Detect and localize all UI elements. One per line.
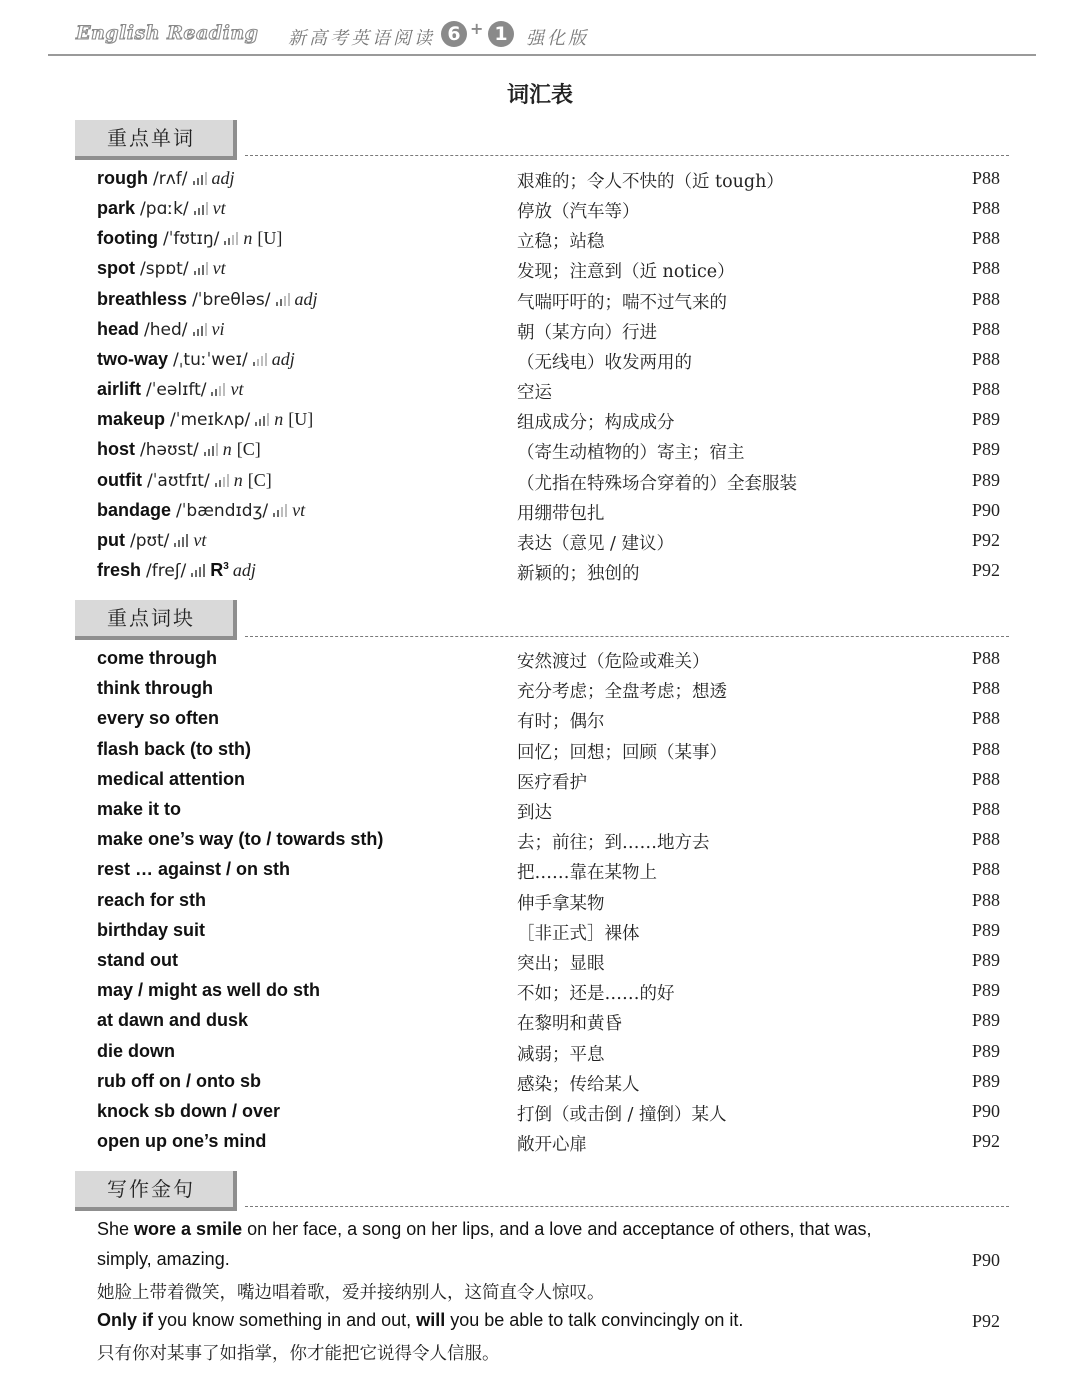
frequency-bars-icon [276,293,291,306]
phrase-entry: birthday suit [97,919,206,940]
phrase-row [0,678,1080,708]
phrase-meaning: 安然渡过（危险或难关） [517,652,710,672]
frequency-bar [259,419,261,426]
frequency-bar [201,326,203,336]
part-of-speech: n [222,439,232,460]
phrase-entry: open up one’s mind [97,1131,267,1152]
headword: footing [97,228,158,249]
word-row [0,258,1080,288]
word-entry [97,319,225,340]
phrase-row [0,648,1080,678]
frequency-bar [206,262,208,275]
word-meaning: 停放（汽车等） [517,202,640,223]
page-reference: P88 [972,799,1001,819]
phrase-meaning: 去；前往；到……地方去 [517,833,710,854]
phrase-meaning: 有时；偶尔 [517,712,605,733]
frequency-bars-icon [224,232,239,245]
word-row [0,379,1080,409]
phrase-entry: reach for sth [97,889,207,910]
part-of-speech: vt [193,529,207,550]
frequency-bar [198,208,200,215]
frequency-bar [202,205,204,215]
phonetic-transcription: /rʌf/ [153,169,188,189]
countability-label: [U] [257,228,283,249]
series-badge-six: 6 [441,21,467,47]
frequency-bar [208,449,210,456]
frequency-bar [288,293,290,306]
phrase-meaning: 把……靠在某物上 [517,863,657,884]
word-row [0,289,1080,319]
phrase-meaning: 在黎明和黄昏 [517,1014,622,1035]
headword: bandage [97,499,172,520]
page-reference: P89 [972,1070,1001,1091]
word-meaning: 艰难的；令人不快的（近 tough） [517,172,784,192]
countability-label: [C] [247,469,272,490]
frequency-bar [205,323,207,336]
frequency-bar [227,474,229,487]
word-entry [97,168,235,189]
phrase-row [0,829,1080,859]
phrase-row [0,950,1080,980]
page-reference: P90 [972,1250,1001,1270]
phrase-row [0,1041,1080,1071]
word-meaning: 立稳；站稳 [517,232,605,253]
phrase-meaning: 减弱；平息 [517,1044,605,1065]
frequency-bars-icon [273,504,288,517]
countability-label: [C] [236,439,261,460]
headword: head [97,318,140,339]
page-reference: P88 [972,648,1001,668]
page-reference: P92 [972,529,1001,550]
word-meaning: 新颖的；独创的 [517,563,640,584]
phonetic-transcription: /hed/ [144,319,188,340]
frequency-bars-icon [191,564,206,577]
headword: host [97,439,135,460]
word-entry [97,470,272,491]
frequency-bar [255,422,257,426]
phonetic-transcription: /həʊst/ [140,440,199,461]
phrase-row [0,1071,1080,1101]
page-reference: P89 [972,980,1001,1001]
frequency-bar [193,181,195,185]
frequency-bar [276,302,278,306]
frequency-bar [273,513,275,517]
word-row [0,560,1080,590]
phrase-row [0,1010,1080,1040]
phrase-meaning: 充分考虑；全盘考虑；想透 [517,682,727,703]
frequency-bar [186,534,188,547]
phrase-row [0,1101,1080,1131]
brand-chinese-title: 新高考英语阅读 [288,28,435,49]
frequency-bars-icon [194,262,209,275]
frequency-bar [265,353,267,366]
edition-label: 强化版 [526,28,589,49]
frequency-bars-icon [215,474,230,487]
phonetic-transcription: /freʃ/ [146,560,187,581]
phrase-entry: stand out [97,950,178,970]
headword: spot [97,258,135,279]
frequency-bars-icon [194,202,209,215]
frequency-bar [224,241,226,245]
section-tab-key-words: 重点单词 [75,120,237,160]
phrase-meaning: 突出；显眼 [517,954,605,974]
phrase-entry: make one’s way (to / towards sth) [97,829,384,850]
sentence-english-line: Only if you know something in and out, will you be able to talk convincingly on it. [97,1310,744,1330]
phrase-row [0,739,1080,769]
phrase-entry: rub off on / onto sb [97,1070,261,1091]
word-row [0,500,1080,530]
section-tab-writing: 写作金句 [75,1171,237,1211]
frequency-bar [284,296,286,306]
word-row [0,470,1080,500]
frequency-bar [194,211,196,215]
word-meaning: 空运 [517,383,552,404]
page-reference: P88 [972,678,1001,699]
page-reference: P89 [972,919,1001,940]
frequency-bar [281,507,283,517]
r-mark-letter: R [210,559,224,580]
part-of-speech: adj [294,288,318,309]
word-row [0,168,1080,198]
frequency-bar [216,443,218,456]
page-reference: P88 [972,859,1001,880]
word-row [0,319,1080,349]
frequency-bar [261,356,263,366]
page-reference: P88 [972,379,1001,400]
frequency-bar [197,178,199,185]
phonetic-transcription: /pʊt/ [130,530,170,551]
phrase-row [0,708,1080,738]
word-row [0,198,1080,228]
part-of-speech: vt [230,379,244,400]
phrase-row [0,920,1080,950]
frequency-bar [277,510,279,517]
frequency-bar [223,477,225,487]
r-mark-number: 3 [223,560,229,572]
brand-english-title: English Reading [76,22,259,44]
word-meaning: 用绷带包扎 [517,503,605,524]
word-entry [97,228,282,249]
frequency-bar [215,483,217,487]
frequency-bar [212,446,214,456]
page-reference: P88 [972,889,1001,910]
section-divider [245,155,1009,156]
page-reference: P88 [972,258,1001,279]
part-of-speech: vt [212,258,226,279]
frequency-bars-icon [253,353,268,366]
page-reference: P88 [972,288,1001,309]
r-mark [210,560,229,580]
phrase-row [0,859,1080,889]
part-of-speech: n [233,469,243,490]
phrase-row [0,799,1080,829]
page-reference: P92 [972,1131,1001,1152]
page-reference: P90 [972,499,1001,520]
phrase-row [0,769,1080,799]
word-meaning: （无线电）收发两用的 [517,352,692,373]
frequency-bar [223,383,225,396]
word-row [0,349,1080,379]
key-expression: wore a smile [134,1219,243,1239]
phrase-meaning: 打倒（或击倒 / 撞倒）某人 [517,1105,727,1125]
frequency-bar [228,238,230,245]
phrase-row [0,1131,1080,1161]
phrase-entry: at dawn and dusk [97,1010,249,1031]
series-badge-plus: + [470,19,484,38]
word-row [0,409,1080,439]
word-entry [97,258,226,279]
phrase-meaning: ［非正式］裸体 [517,923,640,944]
phonetic-transcription: /ˈbreθləs/ [192,289,271,310]
phrase-meaning: 到达 [517,803,552,823]
frequency-bar [174,543,176,547]
page-reference: P88 [972,738,1001,759]
phonetic-transcription: /ˈmeɪkʌp/ [170,410,251,431]
page-reference: P88 [972,168,1001,188]
phrase-entry: knock sb down / over [97,1101,281,1121]
frequency-bar [201,175,203,185]
phrase-meaning: 医疗看护 [517,772,587,793]
series-badge-one: 1 [488,21,514,47]
frequency-bars-icon [255,413,270,426]
running-header [48,18,1036,56]
word-meaning: （尤指在特殊场合穿着的）全套服装 [517,473,797,494]
word-meaning: 朝（某方向）行进 [517,322,657,343]
phrase-entry: come through [97,648,217,668]
part-of-speech: vt [292,499,306,520]
page-reference: P89 [972,1040,1001,1061]
phrase-entry: medical attention [97,768,246,789]
frequency-bar [267,413,269,426]
part-of-speech: n [274,409,284,430]
headword: two-way [97,348,169,369]
key-expression: Only if [97,1310,154,1330]
word-entry [97,349,295,370]
word-row [0,228,1080,258]
phrase-meaning: 感染；传给某人 [517,1074,640,1095]
phrase-entry: think through [97,678,213,699]
phrase-meaning: 伸手拿某物 [517,893,605,914]
frequency-bar [178,540,180,547]
phrase-meaning: 不如；还是……的好 [517,984,675,1005]
page-reference: P89 [972,469,1001,490]
word-entry [97,198,226,219]
phrase-entry: die down [97,1040,175,1061]
frequency-bars-icon [211,383,226,396]
frequency-bars-icon [193,172,208,185]
page-reference: P89 [972,409,1001,430]
frequency-bar [204,452,206,456]
phonetic-transcription: /ˈaʊtfɪt/ [147,470,210,491]
frequency-bar [285,504,287,517]
part-of-speech: vt [212,198,226,219]
frequency-bar [257,359,259,366]
frequency-bar [182,537,184,547]
part-of-speech: adj [271,348,295,369]
phonetic-transcription: /pɑːk/ [140,199,189,220]
frequency-bar [195,570,197,577]
page-reference: P88 [972,228,1001,249]
frequency-bar [202,265,204,275]
page-reference: P89 [972,1010,1001,1031]
page-reference: P90 [972,1101,1001,1121]
part-of-speech: adj [211,168,235,188]
part-of-speech: n [243,228,253,249]
word-meaning: 气喘吁吁的；喘不过气来的 [517,292,727,313]
frequency-bar [199,567,201,577]
phonetic-transcription: /ˈfʊtɪŋ/ [163,229,220,250]
frequency-bar [263,416,265,426]
word-entry [97,379,243,400]
sentence-chinese-translation: 她脸上带着微笑，嘴边唱着歌，爱并接纳别人，这简直令人惊叹。 [97,1283,605,1303]
phonetic-transcription: /ˌtuːˈweɪ/ [173,349,248,370]
phrase-meaning: 敞开心扉 [517,1135,587,1156]
frequency-bar [219,480,221,487]
frequency-bar [193,332,195,336]
word-meaning: 组成成分；构成成分 [517,413,675,434]
phrase-meaning: 回忆；回想；回顾（某事） [517,742,727,763]
page-reference: P88 [972,768,1001,789]
page-reference: P89 [972,439,1001,460]
phrase-row [0,980,1080,1010]
frequency-bar [203,564,205,577]
headword: fresh [97,559,142,580]
headword: outfit [97,469,142,490]
headword: breathless [97,288,188,309]
frequency-bar [191,573,193,577]
section-divider [245,636,1009,637]
word-meaning: 表达（意见 / 建议） [517,533,675,554]
frequency-bar [215,389,217,396]
sentence-english-line: She wore a smile on her face, a song on her lips, and a love and acceptance of others, that was, [97,1219,872,1239]
phrase-entry: make it to [97,799,182,819]
page-reference: P88 [972,198,1001,219]
frequency-bars-icon [204,443,219,456]
word-meaning: 发现；注意到（近 notice） [517,262,735,283]
page-reference: P92 [972,1311,1001,1331]
page-reference: P88 [972,829,1001,850]
headword: makeup [97,409,166,430]
part-of-speech: adj [232,559,256,580]
word-entry [97,439,261,460]
frequency-bar [253,362,255,366]
page-reference: P88 [972,348,1001,369]
phonetic-transcription: /ˈbændɪdʒ/ [176,500,269,521]
frequency-bar [232,235,234,245]
countability-label: [U] [288,409,314,430]
section-tab-key-phrases: 重点词块 [75,600,237,640]
frequency-bar [205,172,207,185]
word-entry [97,560,256,581]
headword: put [97,529,125,550]
headword: airlift [97,379,142,400]
frequency-bar [280,299,282,306]
frequency-bar [211,392,213,396]
word-row [0,439,1080,469]
headword: park [97,198,136,219]
key-expression: will [416,1310,446,1330]
frequency-bar [206,202,208,215]
frequency-bar [219,386,221,396]
headword: rough [97,168,148,188]
word-entry [97,500,305,521]
page-reference: P89 [972,950,1001,970]
phrase-row [0,890,1080,920]
frequency-bars-icon [174,534,189,547]
page-reference: P88 [972,708,1001,729]
section-divider [245,1206,1009,1207]
phonetic-transcription: /spɒt/ [140,259,189,280]
frequency-bar [236,232,238,245]
frequency-bar [198,268,200,275]
page-reference: P88 [972,318,1001,339]
word-row [0,530,1080,560]
frequency-bar [194,271,196,275]
phonetic-transcription: /ˈeəlɪft/ [146,380,207,401]
phrase-entry: flash back (to sth) [97,738,252,759]
sentence-english-line: simply, amazing. [97,1249,230,1269]
part-of-speech: vi [211,318,225,339]
sentence-chinese-translation: 只有你对某事了如指掌，你才能把它说得令人信服。 [97,1344,500,1364]
phrase-entry: may / might as well do sth [97,980,321,1001]
phrase-entry: every so often [97,708,220,729]
phrase-entry: rest … against / on sth [97,859,291,880]
word-entry [97,530,206,551]
frequency-bars-icon [193,323,208,336]
word-meaning: （寄生动植物的）寄主；宿主 [517,443,745,464]
word-entry [97,289,318,310]
frequency-bar [197,329,199,336]
word-entry [97,409,313,430]
page-reference: P92 [972,559,1001,580]
page-title: 词汇表 [506,83,573,108]
